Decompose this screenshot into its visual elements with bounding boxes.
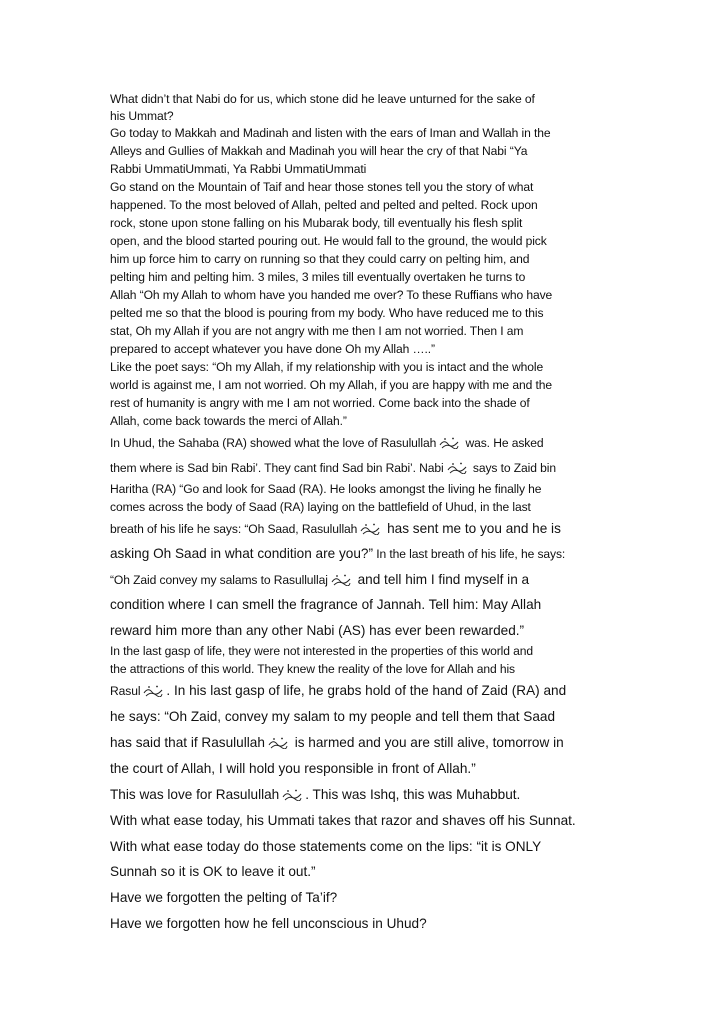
salawat-icon [281, 788, 303, 801]
text-line: Like the poet says: “Oh my Allah, if my relationship with you is intact and the whole [110, 360, 544, 374]
text-segment: and tell him I find myself in a [353, 572, 530, 587]
text-segment: . In his last gasp of life, he grabs hold of the hand of Zaid (RA) and [166, 683, 567, 698]
text-line: Allah, come back towards the merci of Allah.” [110, 414, 347, 428]
text-segment: “Oh Zaid convey my salams to Rasullullaj [110, 573, 328, 587]
text-line: rock, stone upon stone falling on his Mubarak body, till eventually his flesh split [110, 216, 523, 230]
text-line: comes across the body of Saad (RA) laying on the battlefield of Uhud, in the last [110, 500, 531, 514]
text-segment: Rasul [110, 684, 141, 698]
text-line: With what ease today do those statements come on the lips: “it is ONLY [110, 839, 542, 854]
text-line [110, 461, 556, 475]
salawat-icon [438, 436, 460, 449]
text-line: Rabbi UmmatiUmmati, Ya Rabbi UmmatiUmmati [110, 162, 367, 176]
text-line: happened. To the most beloved of Allah, pelted and pelted and pelted. Rock upon [110, 198, 538, 212]
text-line: What didn’t that Nabi do for us, which stone did he leave unturned for the sake of [110, 92, 535, 106]
salawat-icon [142, 684, 164, 697]
text-segment: In Uhud, the Sahaba (RA) showed what the love of Rasulullah [110, 436, 437, 450]
text-segment: This was love for Rasulullah [110, 787, 280, 802]
salawat-icon [359, 522, 381, 535]
text-line [110, 787, 520, 802]
text-segment: asking Oh Saad in what condition are you?” [110, 546, 373, 561]
salawat-icon [446, 461, 468, 474]
text-line: reward him more than any other Nabi (AS) has ever been rewarded.” [110, 623, 525, 638]
text-segment: breath of his life he says: “Oh Saad, Rasulullah [110, 522, 358, 536]
text-line: With what ease today, his Ummati takes that razor and shaves off his Sunnat. [110, 813, 576, 828]
text-line: pelted me so that the blood is pouring from my body. Who have reduced me to this [110, 306, 544, 320]
text-line: world is against me, I am not worried. Oh my Allah, if you are happy with me and the [110, 378, 552, 392]
text-segment: has sent me to you and he is [383, 521, 561, 536]
text-segment: is harmed and you are still alive, tomorrow in [290, 735, 564, 750]
text-line: Have we forgotten how he fell unconscious in Uhud? [110, 916, 427, 931]
text-line: Sunnah so it is OK to leave it out.” [110, 864, 316, 879]
text-line [110, 546, 565, 561]
text-line: Have we forgotten the pelting of Ta’if? [110, 890, 338, 905]
text-line: stat, Oh my Allah if you are not angry with me then I am not worried. Then I am [110, 324, 524, 338]
text-line: prepared to accept whatever you have done Oh my Allah …..” [110, 342, 435, 356]
text-line: pelting him and pelting him. 3 miles, 3 miles till eventually overtaken he turns to [110, 270, 526, 284]
text-segment: says to Zaid bin [469, 461, 556, 475]
text-line: open, and the blood started pouring out. He would fall to the ground, the would pick [110, 234, 547, 248]
text-line: Go stand on the Mountain of Taif and hear those stones tell you the story of what [110, 180, 534, 194]
text-line: Allah “Oh my Allah to whom have you handed me over? To these Ruffians who have [110, 288, 553, 302]
text-line: his Ummat? [110, 109, 174, 123]
text-line: condition where I can smell the fragrance of Jannah. Tell him: May Allah [110, 597, 542, 612]
text-line: he says: “Oh Zaid, convey my salam to my people and tell them that Saad [110, 709, 556, 724]
text-line: In the last gasp of life, they were not interested in the properties of this world and [110, 644, 533, 658]
text-segment: . This was Ishq, this was Muhabbut. [305, 787, 521, 802]
text-line: Haritha (RA) “Go and look for Saad (RA). He looks amongst the living he finally he [110, 482, 542, 496]
text-segment: In the last breath of his life, he says: [372, 547, 566, 561]
text-line [110, 572, 529, 587]
text-segment: was. He asked [462, 436, 544, 450]
text-segment: them where is Sad bin Rabi’. They cant find Sad bin Rabi’. Nabi [110, 461, 444, 475]
text-line: the court of Allah, I will hold you responsible in front of Allah.” [110, 761, 476, 776]
text-line [110, 683, 566, 698]
text-line: the attractions of this world. They knew the reality of the love for Allah and his [110, 662, 516, 676]
text-line [110, 436, 544, 450]
text-line: Alleys and Gullies of Makkah and Madinah you will hear the cry of that Nabi “Ya [110, 144, 528, 158]
text-line [110, 521, 561, 536]
salawat-icon [267, 736, 289, 749]
salawat-icon [330, 573, 352, 586]
text-segment: has said that if Rasulullah [110, 735, 265, 750]
text-line [110, 735, 564, 750]
text-line: Go today to Makkah and Madinah and listen with the ears of Iman and Wallah in the [110, 126, 551, 140]
text-line: rest of humanity is angry with me I am not worried. Come back into the shade of [110, 396, 530, 410]
text-line: him up force him to carry on running so that they could carry on pelting him, and [110, 252, 530, 266]
